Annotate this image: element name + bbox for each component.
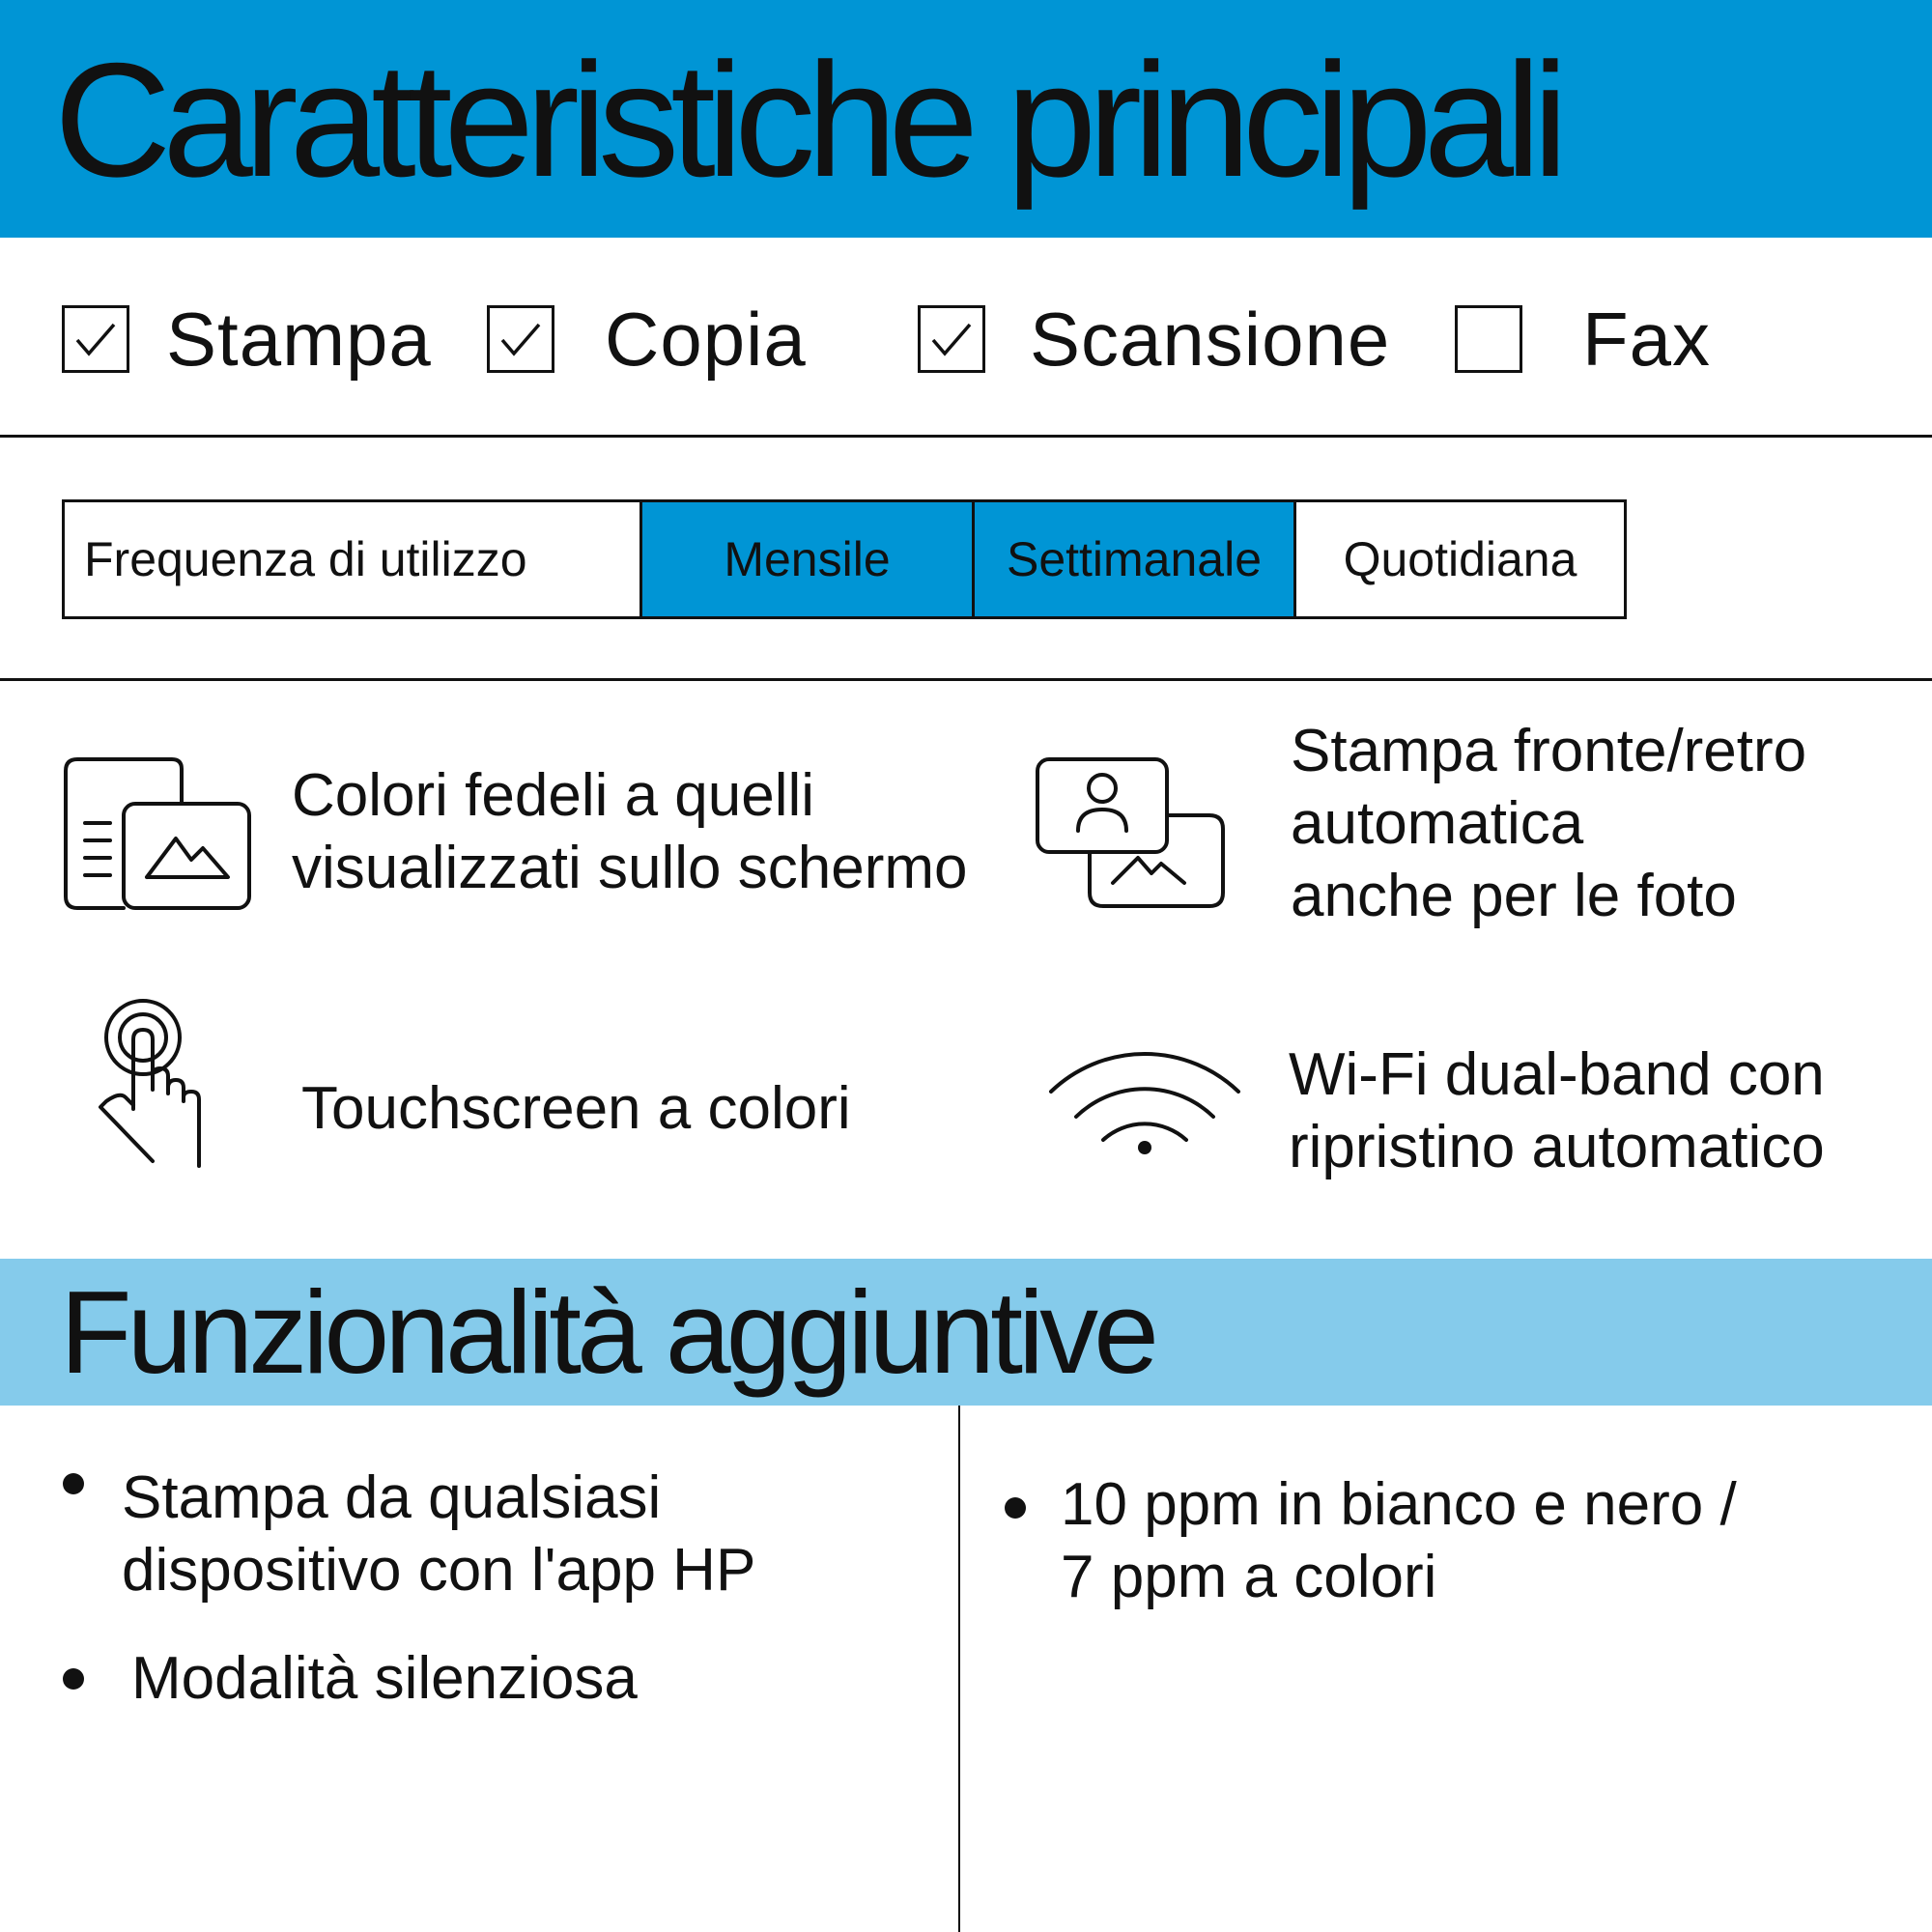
- feature-text: Wi-Fi dual-band con ripristino automatico: [1289, 1041, 1825, 1180]
- list-item: Stampa da qualsiasi dispositivo con l'app HP: [122, 1464, 756, 1604]
- function-checklist: [0, 238, 1932, 436]
- bullet-icon: [1005, 1497, 1026, 1519]
- function-stampa: [62, 296, 432, 383]
- checkmark-icon: [497, 319, 545, 359]
- divider: [0, 678, 1932, 681]
- list-item: 10 ppm in bianco e nero / 7 ppm a colori: [1061, 1471, 1737, 1610]
- usage-option-mensile: Mensile: [642, 502, 975, 616]
- checkmark-icon: [71, 319, 120, 359]
- wifi-icon: [1045, 1034, 1244, 1159]
- bullet-icon: [63, 1473, 84, 1494]
- function-label: Fax: [1582, 296, 1712, 382]
- usage-frequency-label: Frequenza di utilizzo: [65, 502, 642, 616]
- column-divider: [958, 1406, 960, 1932]
- checkbox-copia: [487, 305, 554, 373]
- function-copia: [487, 296, 807, 383]
- checkmark-icon: [927, 319, 976, 359]
- list-item: Modalità silenziosa: [131, 1645, 638, 1712]
- checkbox-scansione: [918, 305, 985, 373]
- function-scansione: [918, 296, 1390, 383]
- photo-documents-icon: [62, 755, 255, 912]
- usage-option-quotidiana: Quotidiana: [1343, 532, 1577, 586]
- function-fax: [1455, 296, 1711, 383]
- duplex-photo-icon: [1034, 755, 1227, 910]
- feature-text: Stampa fronte/retro automatica anche per le foto: [1291, 718, 1807, 929]
- bullet-icon: [63, 1668, 84, 1690]
- function-label: Copia: [605, 296, 807, 382]
- usage-option-settimanale: Settimanale: [975, 502, 1296, 616]
- section-title: Funzionalità aggiuntive: [60, 1266, 1154, 1398]
- feature-text: Touchscreen a colori: [301, 1075, 851, 1142]
- usage-frequency-table: [62, 499, 1627, 619]
- page-title: Caratteristiche principali: [54, 29, 1560, 211]
- function-label: Scansione: [1030, 296, 1391, 382]
- checkbox-stampa: [62, 305, 129, 373]
- checkbox-fax: [1455, 305, 1522, 373]
- feature-text: Colori fedeli a quelli visualizzati sullo schermo: [292, 762, 968, 901]
- touch-hand-icon: [93, 997, 224, 1171]
- function-label: Stampa: [166, 296, 432, 382]
- divider: [0, 435, 1932, 438]
